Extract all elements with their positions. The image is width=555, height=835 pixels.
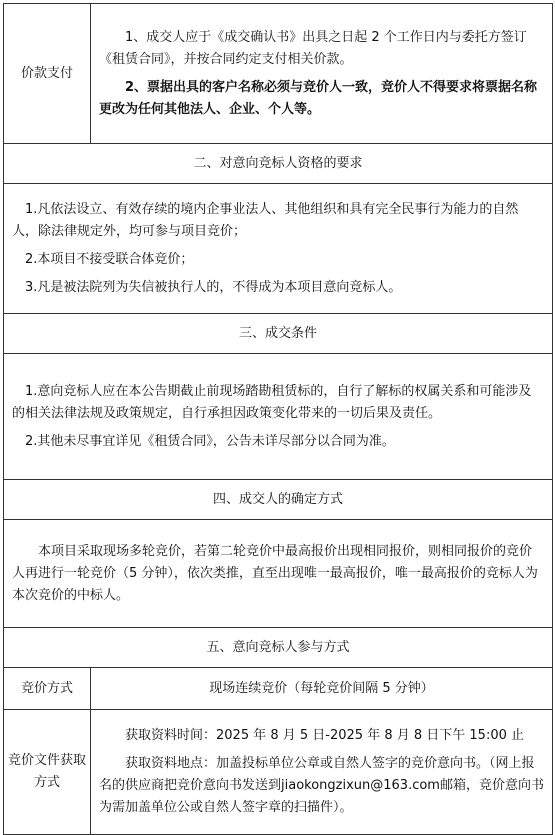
announcement-table — [3, 3, 553, 835]
section3-title: 三、成交条件 — [4, 314, 553, 354]
section5-title: 五、意向竞标人参与方式 — [4, 628, 553, 668]
docs-content — [91, 710, 553, 835]
section2-item-1: 1.凡依法设立、有效存续的境内企事业法人、其他组织和具有完全民事行为能力的自然人，除法律规定外，均可参与项目竞价； — [12, 201, 519, 239]
section2-content — [4, 184, 553, 314]
docs-time: 获取资料时间：2025 年 8 月 5 日-2025 年 8 月 8 日下午 15:00 止 — [125, 728, 524, 743]
docs-label: 竞价文件获取方式 — [4, 710, 91, 835]
payment-row — [4, 4, 553, 144]
section3-item-2: 2.其他未尽事宜详见《租赁合同》，公告未详尽部分以合同为准。 — [25, 433, 395, 449]
section5-header-row — [4, 628, 553, 668]
section3-content-row — [4, 354, 553, 480]
section3-item-1: 1.意向竞标人应在本公告期截止前现场踏勘租赁标的，自行了解标的权属关系和可能涉及的相关法律法规及政策规定，自行承担因政策变化带来的一切后果及责任。 — [12, 383, 532, 421]
section2-header-row — [4, 144, 553, 184]
section2-title: 二、对意向竞标人资格的要求 — [4, 144, 553, 184]
bid-method-label: 竞价方式 — [4, 668, 91, 710]
bid-method-value: 现场连续竞价（每轮竞价间隔 5 分钟） — [91, 668, 553, 710]
section2-item-2: 2.本项目不接受联合体竞价； — [25, 251, 194, 267]
section4-text: 本项目采取现场多轮竞价，若第二轮竞价中最高报价出现相同报价，则相同报价的竞价人再进行一轮竞价（5 分钟），依次类推，直至出现唯一最高报价，唯一最高报价的竞标人为本次竞价的中标人。 — [12, 543, 538, 603]
section3-content — [4, 354, 553, 480]
payment-line-1: 1、成交人应于《成交确认书》出具之日起 2 个工作日内与委托方签订《租赁合同》，并按合同约定支付相关价款。 — [99, 29, 527, 67]
section3-header-row — [4, 314, 553, 354]
section4-header-row — [4, 480, 553, 520]
payment-line-2: 2、票据出具的客户名称必须与竞价人一致，竞价人不得要求将票据名称更改为任何其他法人、企业、个人等。 — [99, 79, 538, 117]
bid-method-row — [4, 668, 553, 710]
docs-row — [4, 710, 553, 835]
payment-content — [91, 4, 553, 144]
section4-title: 四、成交人的确定方式 — [4, 480, 553, 520]
docs-place: 获取资料地点：加盖投标单位公章或自然人签字的竞价意向书。（网上报名的供应商把竞价意向书发送到jiaokongzixun@163.com邮箱，竞价意向书为需加盖单位公或自然人签字章的扫描件）。 — [99, 756, 544, 815]
section2-item-3: 3.凡是被法院列为失信被执行人的，不得成为本项目意向竞标人。 — [25, 279, 402, 295]
payment-label: 价款支付 — [4, 4, 91, 144]
section2-content-row — [4, 184, 553, 314]
section4-content-row — [4, 520, 553, 628]
section4-content — [4, 520, 553, 628]
